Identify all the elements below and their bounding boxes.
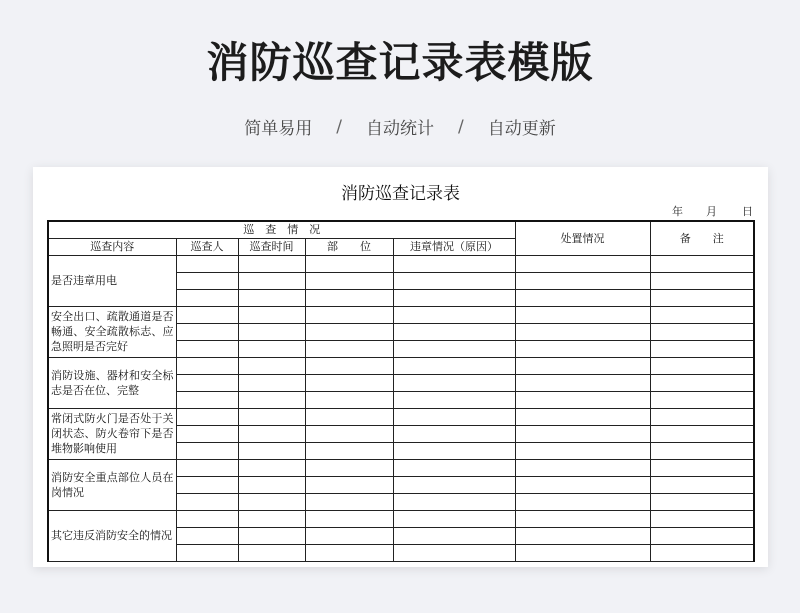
handling-cell[interactable] bbox=[515, 459, 650, 476]
column-header-handling: 处置情况 bbox=[515, 221, 650, 255]
inspector-cell[interactable] bbox=[176, 544, 238, 561]
handling-cell[interactable] bbox=[515, 289, 650, 306]
location-cell[interactable] bbox=[305, 272, 393, 289]
inspection-record-table bbox=[47, 220, 755, 562]
inspector-cell[interactable] bbox=[176, 323, 238, 340]
remarks-cell[interactable] bbox=[650, 476, 754, 493]
inspector-cell[interactable] bbox=[176, 340, 238, 357]
violation-cell[interactable] bbox=[393, 442, 515, 459]
location-cell[interactable] bbox=[305, 442, 393, 459]
handling-cell[interactable] bbox=[515, 255, 650, 272]
handling-cell[interactable] bbox=[515, 391, 650, 408]
inspector-cell[interactable] bbox=[176, 510, 238, 527]
inspection-item: 是否违章用电 bbox=[48, 255, 176, 306]
remarks-cell[interactable] bbox=[650, 323, 754, 340]
location-cell[interactable] bbox=[305, 408, 393, 425]
location-cell[interactable] bbox=[305, 476, 393, 493]
remarks-cell[interactable] bbox=[650, 391, 754, 408]
location-cell[interactable] bbox=[305, 527, 393, 544]
violation-cell[interactable] bbox=[393, 408, 515, 425]
handling-cell[interactable] bbox=[515, 527, 650, 544]
table-row bbox=[48, 459, 754, 476]
column-header-remarks: 备 注 bbox=[650, 221, 754, 255]
date-day-label: 日 bbox=[742, 205, 753, 218]
location-cell[interactable] bbox=[305, 357, 393, 374]
location-cell[interactable] bbox=[305, 425, 393, 442]
violation-cell[interactable] bbox=[393, 374, 515, 391]
handling-cell[interactable] bbox=[515, 272, 650, 289]
remarks-cell[interactable] bbox=[650, 357, 754, 374]
location-cell[interactable] bbox=[305, 323, 393, 340]
time-cell[interactable] bbox=[238, 425, 305, 442]
remarks-cell[interactable] bbox=[650, 306, 754, 323]
violation-cell[interactable] bbox=[393, 289, 515, 306]
remarks-cell[interactable] bbox=[650, 272, 754, 289]
inspector-cell[interactable] bbox=[176, 527, 238, 544]
table-row bbox=[48, 255, 754, 272]
violation-cell[interactable] bbox=[393, 323, 515, 340]
handling-cell[interactable] bbox=[515, 442, 650, 459]
time-cell[interactable] bbox=[238, 459, 305, 476]
feature-auto-statistics: 自动统计 bbox=[366, 119, 434, 139]
inspector-cell[interactable] bbox=[176, 493, 238, 510]
table-row bbox=[48, 357, 754, 374]
inspector-cell[interactable] bbox=[176, 391, 238, 408]
handling-cell[interactable] bbox=[515, 357, 650, 374]
inspection-item: 消防设施、器材和安全标志是否在位、完整 bbox=[48, 357, 176, 408]
inspector-cell[interactable] bbox=[176, 255, 238, 272]
handling-cell[interactable] bbox=[515, 544, 650, 561]
table-row bbox=[48, 306, 754, 323]
remarks-cell[interactable] bbox=[650, 510, 754, 527]
date-month-label: 月 bbox=[706, 205, 717, 218]
remarks-cell[interactable] bbox=[650, 544, 754, 561]
inspector-cell[interactable] bbox=[176, 476, 238, 493]
column-header-location: 部 位 bbox=[305, 238, 393, 255]
separator-slash: / bbox=[458, 116, 464, 137]
time-cell[interactable] bbox=[238, 476, 305, 493]
time-cell[interactable] bbox=[238, 357, 305, 374]
handling-cell[interactable] bbox=[515, 425, 650, 442]
time-cell[interactable] bbox=[238, 289, 305, 306]
column-header-inspector: 巡查人 bbox=[176, 238, 238, 255]
time-cell[interactable] bbox=[238, 544, 305, 561]
time-cell[interactable] bbox=[238, 493, 305, 510]
time-cell[interactable] bbox=[238, 340, 305, 357]
inspector-cell[interactable] bbox=[176, 442, 238, 459]
column-header-violation: 违章情况（原因） bbox=[393, 238, 515, 255]
inspector-cell[interactable] bbox=[176, 306, 238, 323]
location-cell[interactable] bbox=[305, 306, 393, 323]
violation-cell[interactable] bbox=[393, 357, 515, 374]
location-cell[interactable] bbox=[305, 255, 393, 272]
location-cell[interactable] bbox=[305, 510, 393, 527]
inspection-item: 常闭式防火门是否处于关闭状态、防火卷帘下是否堆物影响使用 bbox=[48, 408, 176, 459]
inspector-cell[interactable] bbox=[176, 357, 238, 374]
remarks-cell[interactable] bbox=[650, 340, 754, 357]
separator-slash: / bbox=[336, 116, 342, 137]
inspector-cell[interactable] bbox=[176, 459, 238, 476]
feature-easy-to-use: 简单易用 bbox=[244, 119, 313, 139]
remarks-cell[interactable] bbox=[650, 255, 754, 272]
inspection-item: 安全出口、疏散通道是否畅通、安全疏散标志、应急照明是否完好 bbox=[48, 306, 176, 357]
inspector-cell[interactable] bbox=[176, 272, 238, 289]
time-cell[interactable] bbox=[238, 323, 305, 340]
violation-cell[interactable] bbox=[393, 391, 515, 408]
violation-cell[interactable] bbox=[393, 255, 515, 272]
location-cell[interactable] bbox=[305, 544, 393, 561]
violation-cell[interactable] bbox=[393, 544, 515, 561]
location-cell[interactable] bbox=[305, 391, 393, 408]
handling-cell[interactable] bbox=[515, 340, 650, 357]
column-header-time: 巡查时间 bbox=[238, 238, 305, 255]
table-row bbox=[48, 408, 754, 425]
violation-cell[interactable] bbox=[393, 340, 515, 357]
inspector-cell[interactable] bbox=[176, 374, 238, 391]
violation-cell[interactable] bbox=[393, 510, 515, 527]
column-header-content: 巡查内容 bbox=[48, 238, 176, 255]
location-cell[interactable] bbox=[305, 374, 393, 391]
time-cell[interactable] bbox=[238, 272, 305, 289]
time-cell[interactable] bbox=[238, 374, 305, 391]
time-cell[interactable] bbox=[238, 391, 305, 408]
sheet-title: 消防巡查记录表 bbox=[341, 184, 460, 204]
remarks-cell[interactable] bbox=[650, 425, 754, 442]
remarks-cell[interactable] bbox=[650, 408, 754, 425]
time-cell[interactable] bbox=[238, 510, 305, 527]
time-cell[interactable] bbox=[238, 442, 305, 459]
inspector-cell[interactable] bbox=[176, 289, 238, 306]
time-cell[interactable] bbox=[238, 408, 305, 425]
handling-cell[interactable] bbox=[515, 374, 650, 391]
handling-cell[interactable] bbox=[515, 493, 650, 510]
location-cell[interactable] bbox=[305, 493, 393, 510]
violation-cell[interactable] bbox=[393, 476, 515, 493]
location-cell[interactable] bbox=[305, 289, 393, 306]
group-header-inspection: 巡 查 情 况 bbox=[48, 221, 515, 238]
handling-cell[interactable] bbox=[515, 408, 650, 425]
violation-cell[interactable] bbox=[393, 493, 515, 510]
remarks-cell[interactable] bbox=[650, 527, 754, 544]
remarks-cell[interactable] bbox=[650, 442, 754, 459]
handling-cell[interactable] bbox=[515, 306, 650, 323]
inspector-cell[interactable] bbox=[176, 425, 238, 442]
table-row bbox=[48, 510, 754, 527]
inspection-item: 消防安全重点部位人员在岗情况 bbox=[48, 459, 176, 510]
violation-cell[interactable] bbox=[393, 527, 515, 544]
date-year-label: 年 bbox=[672, 205, 683, 218]
time-cell[interactable] bbox=[238, 306, 305, 323]
time-cell[interactable] bbox=[238, 527, 305, 544]
time-cell[interactable] bbox=[238, 255, 305, 272]
banner-subtitle bbox=[0, 114, 800, 139]
inspector-cell[interactable] bbox=[176, 408, 238, 425]
location-cell[interactable] bbox=[305, 459, 393, 476]
violation-cell[interactable] bbox=[393, 425, 515, 442]
handling-cell[interactable] bbox=[515, 476, 650, 493]
location-cell[interactable] bbox=[305, 340, 393, 357]
violation-cell[interactable] bbox=[393, 306, 515, 323]
remarks-cell[interactable] bbox=[650, 289, 754, 306]
remarks-cell[interactable] bbox=[650, 493, 754, 510]
remarks-cell[interactable] bbox=[650, 374, 754, 391]
banner-title: 消防巡查记录表模版 bbox=[206, 38, 594, 87]
violation-cell[interactable] bbox=[393, 272, 515, 289]
remarks-cell[interactable] bbox=[650, 459, 754, 476]
feature-auto-update: 自动更新 bbox=[487, 119, 556, 139]
inspection-item: 其它违反消防安全的情况 bbox=[48, 510, 176, 561]
handling-cell[interactable] bbox=[515, 510, 650, 527]
violation-cell[interactable] bbox=[393, 459, 515, 476]
handling-cell[interactable] bbox=[515, 323, 650, 340]
spreadsheet-preview bbox=[33, 167, 768, 567]
